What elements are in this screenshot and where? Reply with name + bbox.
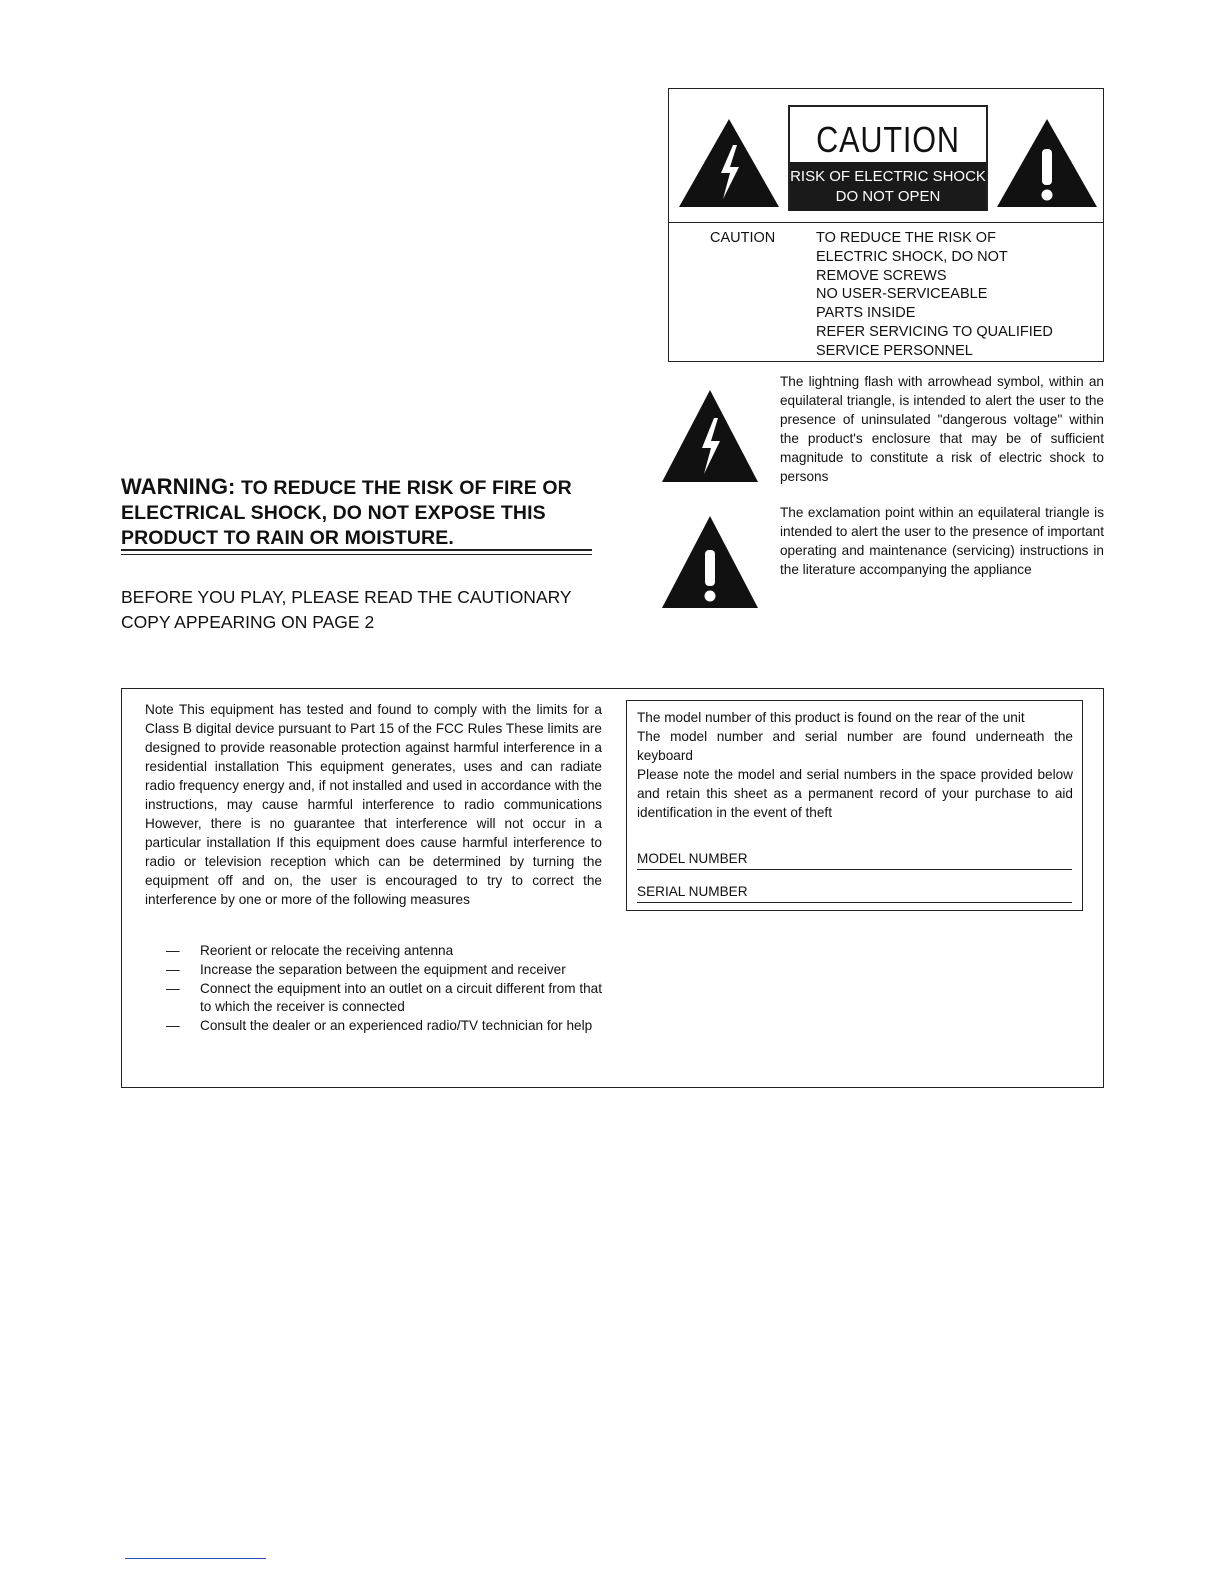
fcc-measures-list (145, 942, 602, 1036)
caution-line: SERVICE PERSONNEL (816, 342, 973, 359)
caution-line: ELECTRIC SHOCK, DO NOT (816, 248, 1008, 265)
exclamation-warning-icon (995, 117, 1099, 209)
caution-sign-area (669, 89, 1103, 223)
exclamation-symbol-icon (660, 514, 760, 610)
exclamation-symbol-description: The exclamation point within an equilateral triangle is intended to alert the user to the presence of important operating and maintenance (servicing) instructions in the literature accompanying the appliance (780, 505, 1104, 577)
caution-sign-band (790, 162, 986, 211)
caution-band-line-1: RISK OF ELECTRIC SHOCK (790, 168, 986, 185)
model-info-para: The model number of this product is found on the rear of the unit (637, 710, 1025, 725)
caution-line: NO USER-SERVICEABLE (816, 286, 988, 303)
caution-label-panel (668, 88, 1104, 362)
model-info-text (637, 708, 1073, 822)
footnote-rule (125, 1558, 266, 1559)
model-info-para: The model number and serial number are found underneath the keyboard (637, 729, 1073, 763)
warning-divider (121, 549, 592, 551)
warning-statement (121, 474, 591, 551)
warning-text: TO REDUCE THE RISK OF FIRE OR ELECTRICAL SHOCK, DO NOT EXPOSE THIS PRODUCT TO RAIN OR MOISTURE. (121, 477, 572, 549)
model-info-box (626, 700, 1083, 911)
list-item: — Consult the dealer or an experienced radio/TV technician for help (166, 1018, 593, 1034)
caution-sign-title: CAUTION (816, 119, 960, 160)
list-item: — Reorient or relocate the receiving antenna (166, 943, 454, 958)
caution-sign (788, 105, 988, 211)
lightning-warning-icon (677, 117, 781, 209)
caution-line: PARTS INSIDE (816, 305, 916, 322)
caution-line: REMOVE SCREWS (816, 267, 947, 284)
caution-text-label: CAUTION (710, 230, 776, 246)
lightning-symbol-icon (660, 388, 760, 484)
fcc-note: Note This equipment has tested and found to comply with the limits for a Class B digital device pursuant to Part 15 of the FCC Rules These limits are designed to provide reasonable protection against harmful interference in a residential installation This equipment generates, uses and can radiate radio frequency energy and, if not installed and used in accordance with the instructions, may cause harmful interference to radio communications However, there is no guarantee that interference will not occur in a particular installation If this equipment does cause harmful interference to radio or television reception which can be determined by turning the equipment off and on, the user is encouraged to try to correct the interference by one or more of the following measures (145, 702, 602, 907)
model-number-field[interactable]: MODEL NUMBER (637, 851, 1072, 870)
warning-heading: WARNING: (121, 474, 236, 499)
list-item: — Connect the equipment into an outlet on a circuit different from that to which the receiver is connected (166, 980, 602, 1015)
model-info-para: Please note the model and serial numbers in the space provided below and retain this sheet as a permanent record of your purchase to aid identification in the event of theft (637, 767, 1073, 820)
serial-number-field[interactable]: SERIAL NUMBER (637, 884, 1072, 903)
caution-line: TO REDUCE THE RISK OF (816, 230, 996, 246)
lightning-symbol-description: The lightning flash with arrowhead symbol, within an equilateral triangle, is intended to alert the user to the presence of uninsulated "dangerous voltage" within the product's enclosure that may be of sufficient magnitude to constitute a risk of electric shock to persons (780, 374, 1104, 484)
caution-text-lines (816, 229, 1053, 361)
list-item: — Increase the separation between the equipment and receiver (166, 961, 566, 977)
before-you-play-note: BEFORE YOU PLAY, PLEASE READ THE CAUTIONARY COPY APPEARING ON PAGE 2 (121, 587, 572, 632)
warning-divider (121, 554, 592, 555)
caution-band-line-2: DO NOT OPEN (835, 188, 941, 205)
caution-line: REFER SERVICING TO QUALIFIED (816, 323, 1053, 340)
